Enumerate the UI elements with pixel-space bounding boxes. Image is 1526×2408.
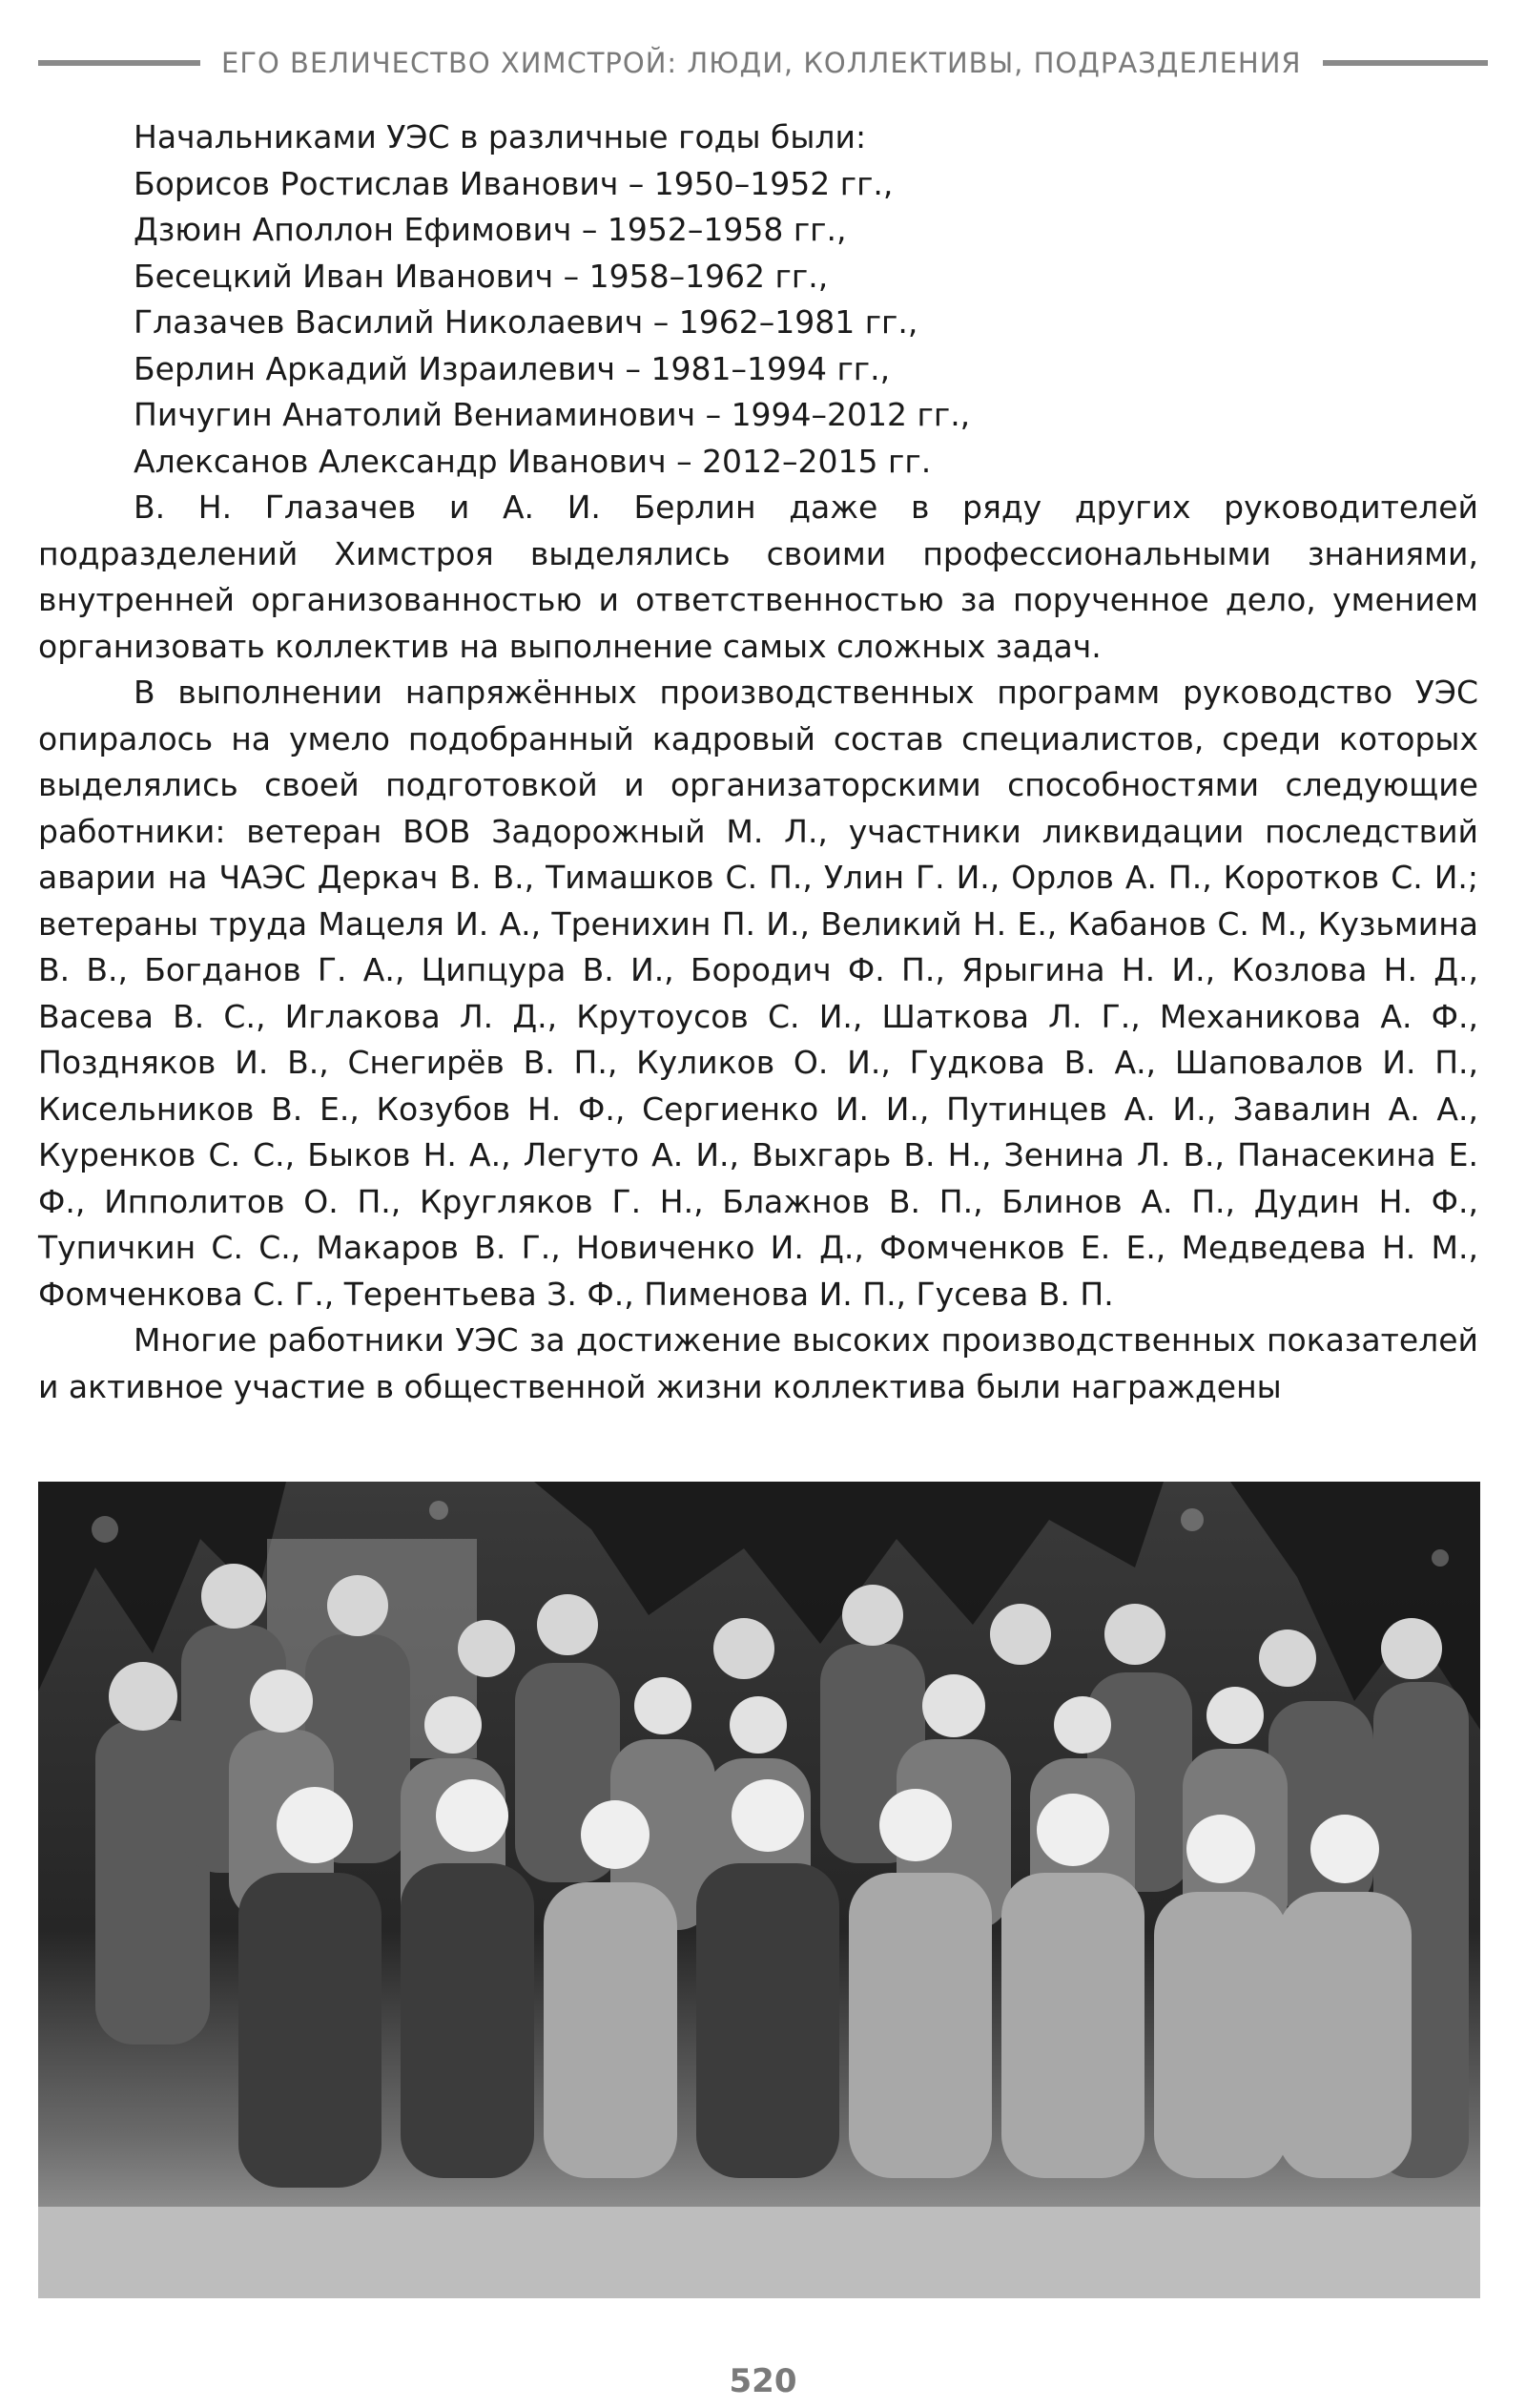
running-header-title: ЕГО ВЕЛИЧЕСТВО ХИМСТРОЙ: ЛЮДИ, КОЛЛЕКТИВЫ, ПОДРАЗДЕЛЕНИЯ <box>221 47 1302 79</box>
heads-list-item: Берлин Аркадий Израилевич – 1981–1994 гг., <box>134 349 891 387</box>
heads-list-item: Глазачев Василий Николаевич – 1962–1981 гг., <box>134 303 918 341</box>
group-photo-illustration <box>38 1482 1480 2298</box>
body-paragraph: В выполнении напряжённых производственных программ руководство УЭС опиралось на умело подобранный кадровый состав специалистов, среди которых выделялись своей подготовкой и организаторскими способностями следующие работники: ветеран ВОВ Задорожный М. Л., участники ликвидации последствий аварии на ЧАЭС Деркач В. В., Тимашков С. П., Улин Г. И., Орлов А. П., Коротков С. И.; ветераны труда Мацеля И. А., Тренихин П. И., Великий Н. Е., Кабанов С. М., Кузьмина В. В., Богданов Г. А., Ципцура В. И., Бородич Ф. П., Ярыгина Н. И., Козлова Н. Д., Васева В. С., Иглакова Л. Д., Крутоусов С. И., Шаткова Л. Г., Механикова А. Ф., Поздняков И. В., Снегирёв В. П., Куликов О. И., Гудкова В. А., Шаповалов И. П., Кисельников В. Е., Козубов Н. Ф., Сергиенко И. И., Путинцев А. И., Завалин А. А., Куренков С. С., Быков Н. А., Легуто А. И., Выхгарь В. Н., Зенина Л. В., Панасекина Е. Ф., Ипполитов О. П., Кругляков Г. Н., Блажнов В. П., Блинов А. П., Дудин Н. Ф., Тупичкин С. С., Макаров В. Г., Новиченко И. Д., Фомченков Е. Е., Медведева Н. М., Фомченкова С. Г., Терентьева З. Ф., Пименова И. П., Гусева В. П. <box>38 674 1478 1313</box>
group-photo <box>38 1482 1480 2298</box>
heads-list-item: Борисов Ростислав Иванович – 1950–1952 гг., <box>134 164 894 202</box>
heads-list-item: Пичугин Анатолий Вениаминович – 1994–2012 гг., <box>134 396 971 433</box>
page-number: 520 <box>729 2362 797 2400</box>
heads-list-item: Алексанов Александр Иванович – 2012–2015 гг. <box>134 442 932 480</box>
heads-list-item: Дзюин Аполлон Ефимович – 1952–1958 гг., <box>134 211 847 248</box>
heads-list-intro: Начальниками УЭС в различные годы были: <box>134 118 867 156</box>
body-paragraph: Многие работники УЭС за достижение высоких производственных показателей и активное участие в общественной жизни коллектива были награждены <box>38 1321 1478 1405</box>
running-header <box>38 38 1488 88</box>
heads-list-item: Бесецкий Иван Иванович – 1958–1962 гг., <box>134 257 829 295</box>
page-body <box>38 114 1478 1410</box>
body-paragraph: В. Н. Глазачев и А. И. Берлин даже в ряду других руководителей подразделений Химстроя выделялись своими профессиональными знаниями, внутренней организованностью и ответственностью за порученное дело, умением организовать коллектив на выполнение самых сложных задач. <box>38 488 1478 665</box>
header-rule-right <box>1323 60 1488 66</box>
header-rule-left <box>38 60 200 66</box>
